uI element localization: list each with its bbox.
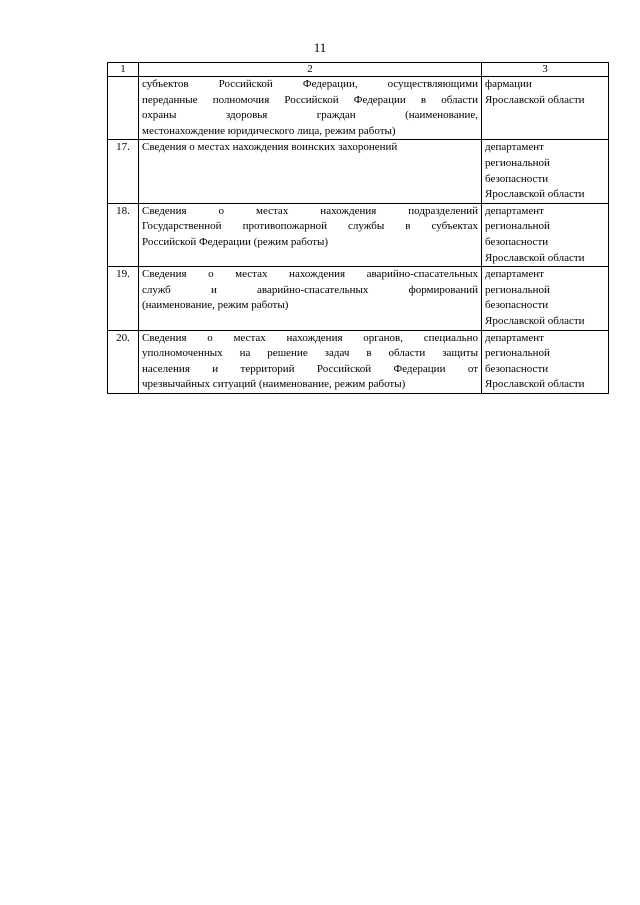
responsible-line: департамент	[485, 141, 544, 154]
row-responsible-body	[482, 203, 609, 266]
page-number: 11	[313, 40, 327, 55]
row-number: 19.	[108, 267, 139, 330]
description-line: субъектов Российской Федерации, осуществляющими	[142, 78, 478, 90]
responsible-line: безопасности	[485, 235, 549, 248]
row-description	[139, 140, 482, 203]
description-line: Государственной противопожарной службы в субъектах	[142, 220, 478, 233]
description-line: Сведения о местах нахождения органов, специально	[142, 331, 478, 344]
description-line: чрезвычайных ситуаций (наименование, режим работы)	[142, 378, 406, 391]
header-col-1: 1	[108, 63, 139, 77]
description-line: служб и аварийно-спасательных формирований	[142, 283, 478, 296]
responsible-line: фармации	[485, 78, 532, 90]
description-line: местонахождение юридического лица, режим работы)	[142, 124, 396, 137]
row-responsible-body	[482, 330, 609, 393]
row-responsible-body	[482, 77, 609, 140]
responsible-line: региональной	[485, 220, 550, 233]
row-responsible-body	[482, 140, 609, 203]
responsible-line: Ярославской области	[485, 378, 585, 391]
responsible-line: региональной	[485, 283, 550, 296]
row-description	[139, 203, 482, 266]
description-line: переданные полномочия Российской Федерации в области	[142, 93, 478, 106]
responsible-line: департамент	[485, 204, 544, 217]
row-number	[108, 77, 139, 140]
description-line: Сведения о местах нахождения воинских захоронений	[142, 141, 398, 154]
description-line: населения и территорий Российской Федерации от	[142, 362, 478, 375]
table-header-row	[108, 63, 609, 77]
responsible-line: безопасности	[485, 172, 549, 185]
responsible-line: безопасности	[485, 362, 549, 375]
table-row	[108, 77, 609, 140]
description-line: Сведения о местах нахождения аварийно-спасательных	[142, 268, 478, 281]
responsible-line: Ярославской области	[485, 251, 585, 264]
responsible-line: безопасности	[485, 299, 549, 312]
information-table	[107, 62, 609, 394]
responsible-line: Ярославской области	[485, 93, 585, 106]
responsible-line: Ярославской области	[485, 314, 585, 327]
row-responsible-body	[482, 267, 609, 330]
responsible-line: департамент	[485, 268, 544, 281]
row-number: 18.	[108, 203, 139, 266]
table-row	[108, 203, 609, 266]
row-number: 17.	[108, 140, 139, 203]
row-description	[139, 267, 482, 330]
table-row	[108, 140, 609, 203]
header-col-3: 3	[482, 63, 609, 77]
table-row	[108, 267, 609, 330]
responsible-line: департамент	[485, 331, 544, 344]
table-row	[108, 330, 609, 393]
description-line: Российской Федерации (режим работы)	[142, 235, 329, 248]
description-line: уполномоченных на решение задач в области защиты	[142, 347, 478, 360]
description-line: охраны здоровья граждан (наименование,	[142, 109, 478, 122]
responsible-line: Ярославской области	[485, 188, 585, 201]
row-description	[139, 77, 482, 140]
row-number: 20.	[108, 330, 139, 393]
responsible-line: региональной	[485, 347, 550, 360]
description-line: (наименование, режим работы)	[142, 299, 289, 312]
row-description	[139, 330, 482, 393]
header-col-2: 2	[139, 63, 482, 77]
description-line: Сведения о местах нахождения подразделений	[142, 204, 478, 217]
responsible-line: региональной	[485, 156, 550, 169]
